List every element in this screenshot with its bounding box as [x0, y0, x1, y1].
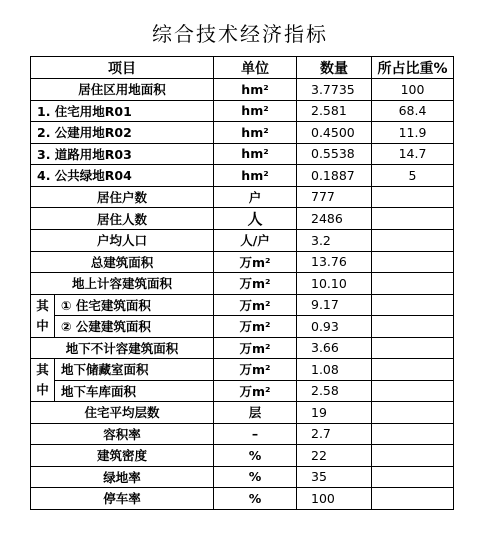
row-qty: 22 [297, 445, 372, 467]
row-qty: 2486 [297, 208, 372, 230]
row-qty: 0.93 [297, 316, 372, 338]
header-ratio: 所占比重% [372, 57, 454, 79]
row-ratio [372, 380, 454, 402]
row-qty: 100 [297, 488, 372, 510]
row-qty: 13.76 [297, 251, 372, 273]
row-ratio: 68.4 [372, 100, 454, 122]
table-row [31, 208, 454, 230]
row-item: 容积率 [31, 423, 214, 445]
row-unit: 万m² [214, 316, 297, 338]
table-row [31, 186, 454, 208]
row-item: 建筑密度 [31, 445, 214, 467]
row-qty: 2.7 [297, 423, 372, 445]
row-item: 停车率 [31, 488, 214, 510]
table-row [31, 445, 454, 467]
row-ratio [372, 230, 454, 252]
row-item: 地下储藏室面积 [55, 359, 214, 381]
row-ratio [372, 359, 454, 381]
row-ratio [372, 445, 454, 467]
row-unit: 人 [214, 208, 297, 230]
row-ratio: 100 [372, 79, 454, 101]
header-item: 项目 [31, 57, 214, 79]
row-ratio [372, 316, 454, 338]
row-unit: 万m² [214, 251, 297, 273]
table-row [31, 273, 454, 295]
row-unit: % [214, 445, 297, 467]
row-unit: 万m² [214, 359, 297, 381]
row-unit: 户 [214, 186, 297, 208]
row-ratio [372, 186, 454, 208]
table-row [31, 423, 454, 445]
group-label-qizhong: 其中 [31, 294, 55, 337]
row-unit: 层 [214, 402, 297, 424]
table-row [31, 100, 454, 122]
table-row [31, 79, 454, 101]
row-qty: 3.2 [297, 230, 372, 252]
header-qty: 数量 [297, 57, 372, 79]
row-ratio [372, 402, 454, 424]
row-unit: 万m² [214, 273, 297, 295]
row-item: 住宅平均层数 [31, 402, 214, 424]
row-unit: – [214, 423, 297, 445]
row-qty: 3.66 [297, 337, 372, 359]
row-unit: 人/户 [214, 230, 297, 252]
row-item: 居住区用地面积 [31, 79, 214, 101]
row-qty: 777 [297, 186, 372, 208]
row-unit: % [214, 488, 297, 510]
table-row [31, 337, 454, 359]
row-item: 户均人口 [31, 230, 214, 252]
row-ratio [372, 251, 454, 273]
row-qty: 19 [297, 402, 372, 424]
row-ratio [372, 488, 454, 510]
row-unit: hm² [214, 122, 297, 144]
row-qty: 9.17 [297, 294, 372, 316]
row-unit: hm² [214, 143, 297, 165]
row-item: 1. 住宅用地R01 [31, 100, 214, 122]
table-row [31, 316, 454, 338]
table-row [31, 122, 454, 144]
header-unit: 单位 [214, 57, 297, 79]
row-item: 3. 道路用地R03 [31, 143, 214, 165]
row-qty: 2.58 [297, 380, 372, 402]
row-qty: 35 [297, 466, 372, 488]
row-qty: 0.1887 [297, 165, 372, 187]
row-item: 总建筑面积 [31, 251, 214, 273]
row-qty: 0.5538 [297, 143, 372, 165]
row-ratio [372, 273, 454, 295]
row-ratio [372, 337, 454, 359]
indicator-table [30, 56, 454, 510]
row-unit: hm² [214, 79, 297, 101]
table-row [31, 143, 454, 165]
table-row [31, 251, 454, 273]
row-item: ① 住宅建筑面积 [55, 294, 214, 316]
row-unit: 万m² [214, 294, 297, 316]
row-ratio: 14.7 [372, 143, 454, 165]
table-row [31, 359, 454, 381]
row-qty: 1.08 [297, 359, 372, 381]
row-item: 2. 公建用地R02 [31, 122, 214, 144]
row-item: 4. 公共绿地R04 [31, 165, 214, 187]
row-item: 地上计容建筑面积 [31, 273, 214, 295]
row-item: 绿地率 [31, 466, 214, 488]
row-unit: hm² [214, 165, 297, 187]
table-header-row [31, 57, 454, 79]
row-qty: 2.581 [297, 100, 372, 122]
row-ratio [372, 466, 454, 488]
row-qty: 10.10 [297, 273, 372, 295]
row-unit: hm² [214, 100, 297, 122]
table-row [31, 294, 454, 316]
row-qty: 3.7735 [297, 79, 372, 101]
table-row [31, 165, 454, 187]
row-unit: % [214, 466, 297, 488]
row-qty: 0.4500 [297, 122, 372, 144]
row-ratio: 5 [372, 165, 454, 187]
row-unit: 万m² [214, 337, 297, 359]
row-item: ② 公建建筑面积 [55, 316, 214, 338]
row-item: 居住户数 [31, 186, 214, 208]
row-item: 居住人数 [31, 208, 214, 230]
row-item: 地下车库面积 [55, 380, 214, 402]
table-row [31, 402, 454, 424]
row-ratio [372, 208, 454, 230]
row-ratio: 11.9 [372, 122, 454, 144]
table-row [31, 466, 454, 488]
row-unit: 万m² [214, 380, 297, 402]
group-label-qizhong: 其中 [31, 359, 55, 402]
row-item: 地下不计容建筑面积 [31, 337, 214, 359]
row-ratio [372, 423, 454, 445]
page-title: 综合技术经济指标 [152, 22, 328, 46]
table-row [31, 380, 454, 402]
table-row [31, 488, 454, 510]
table-row [31, 230, 454, 252]
row-ratio [372, 294, 454, 316]
